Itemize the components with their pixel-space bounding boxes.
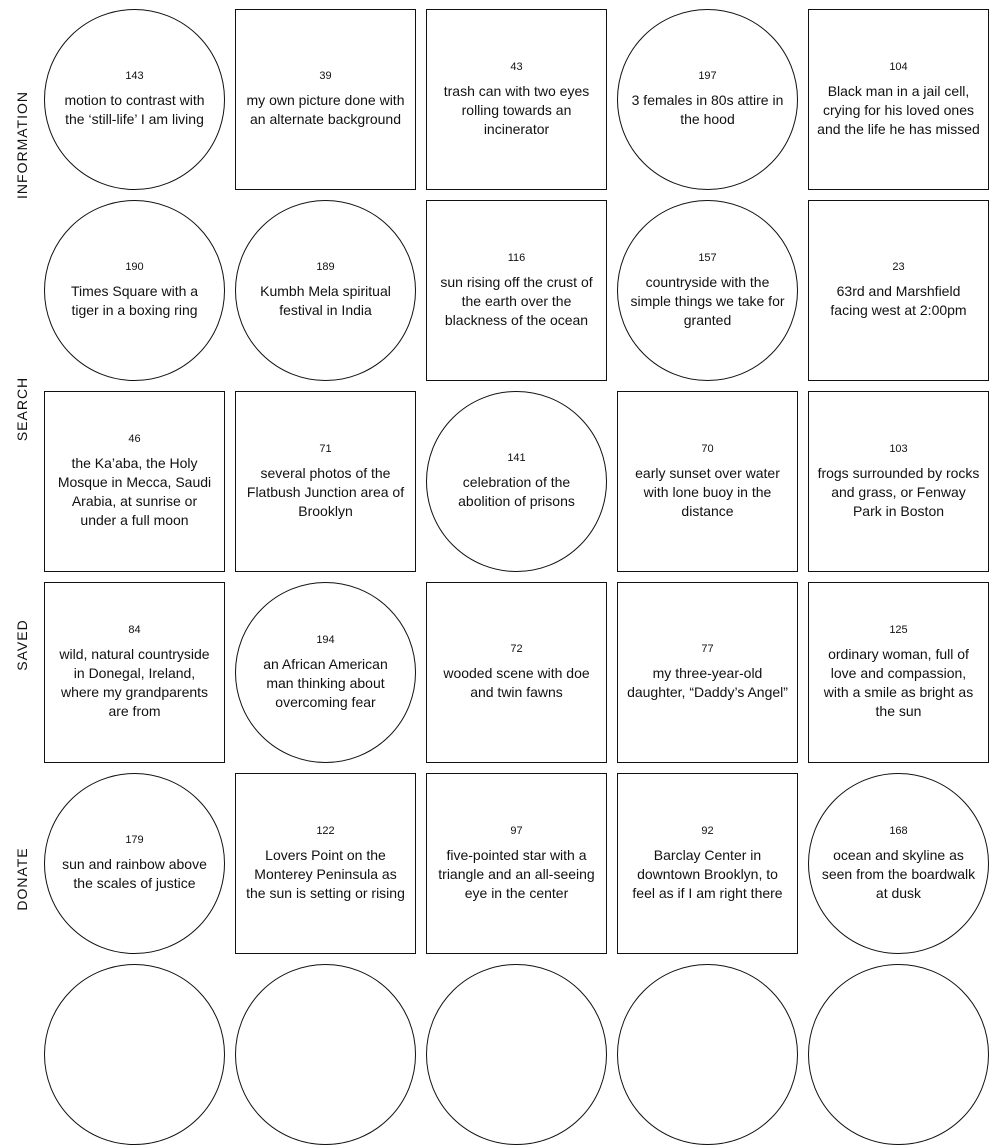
- request-tile[interactable]: [426, 582, 607, 763]
- tile-number: 97: [510, 824, 523, 837]
- tile-description: early sunset over water with lone buoy in the distance: [635, 464, 780, 519]
- tile-description: sun and rainbow above the scales of justice: [62, 856, 207, 891]
- tile-number: 143: [125, 70, 144, 82]
- request-tile[interactable]: [235, 964, 416, 1145]
- tile-number: 197: [698, 70, 717, 82]
- request-tile[interactable]: [44, 9, 225, 190]
- request-tile[interactable]: [426, 773, 607, 954]
- tile-description: 3 females in 80s attire in the hood: [631, 92, 784, 127]
- tile-number: 84: [128, 624, 141, 636]
- request-tile[interactable]: [235, 200, 416, 381]
- tile-description: five-pointed star with a triangle and an all-seeing eye in the center: [438, 846, 595, 901]
- tile-number: 39: [319, 70, 332, 82]
- tile-number: 116: [507, 251, 526, 264]
- tile-description: frogs surrounded by rocks and grass, or Fenway Park in Boston: [817, 464, 980, 519]
- request-tile[interactable]: [617, 391, 798, 572]
- tile-number: 71: [319, 442, 332, 455]
- tile-description: Lovers Point on the Monterey Peninsula as the sun is setting or rising: [246, 846, 405, 901]
- tile-description: the Ka’aba, the Holy Mosque in Mecca, Saudi Arabia, at sunrise or under a full moon: [57, 455, 212, 528]
- tile-number: 122: [316, 824, 335, 837]
- tile-description: trash can with two eyes rolling towards an incinerator: [443, 82, 590, 137]
- request-tile[interactable]: [426, 964, 607, 1145]
- tile-number: 92: [701, 824, 714, 837]
- request-tile[interactable]: [44, 773, 225, 954]
- tile-description: ordinary woman, full of love and compassion, with a smile as bright as the sun: [823, 646, 974, 719]
- request-tile[interactable]: [617, 582, 798, 763]
- tile-number: 157: [698, 251, 717, 264]
- request-tile[interactable]: [44, 582, 225, 763]
- tile-description: wooded scene with doe and twin fawns: [443, 665, 590, 700]
- tile-number: 43: [510, 60, 523, 73]
- nav-information[interactable]: INFORMATION: [14, 91, 30, 199]
- tile-number: 190: [125, 261, 144, 273]
- tile-number: 23: [892, 261, 905, 273]
- tile-number: 141: [507, 452, 526, 464]
- tile-number: 70: [701, 442, 714, 455]
- request-tile[interactable]: [235, 9, 416, 190]
- tile-description: Barclay Center in downtown Brooklyn, to feel as if I am right there: [632, 846, 783, 901]
- tile-number: 168: [889, 824, 908, 837]
- request-tile[interactable]: [808, 391, 989, 572]
- request-tile[interactable]: [426, 9, 607, 190]
- request-tile[interactable]: [426, 200, 607, 381]
- tile-description: Black man in a jail cell, crying for his loved ones and the life he has missed: [817, 82, 980, 137]
- request-tile[interactable]: [235, 582, 416, 763]
- request-tile[interactable]: [617, 200, 798, 381]
- request-tile[interactable]: [235, 391, 416, 572]
- tile-description: countryside with the simple things we take for granted: [630, 273, 785, 328]
- request-tile[interactable]: [44, 200, 225, 381]
- tile-description: celebration of the abolition of prisons: [458, 474, 575, 509]
- nav-saved[interactable]: SAVED: [14, 619, 30, 671]
- request-tile[interactable]: [808, 773, 989, 954]
- tile-number: 103: [889, 442, 908, 455]
- tile-description: sun rising off the crust of the earth over the blackness of the ocean: [440, 273, 593, 328]
- tile-number: 179: [125, 834, 144, 846]
- request-tile[interactable]: [617, 773, 798, 954]
- request-tile[interactable]: [808, 964, 989, 1145]
- tile-description: my own picture done with an alternate background: [246, 92, 405, 127]
- nav-search[interactable]: SEARCH: [14, 376, 30, 442]
- tile-description: several photos of the Flatbush Junction area of Brooklyn: [246, 464, 405, 519]
- nav-donate[interactable]: DONATE: [14, 847, 30, 911]
- tile-description: Kumbh Mela spiritual festival in India: [260, 283, 391, 318]
- tile-description: my three-year-old daughter, “Daddy’s Angel”: [627, 665, 788, 700]
- tile-number: 104: [889, 60, 908, 73]
- tile-description: an African American man thinking about overcoming fear: [263, 655, 388, 710]
- request-tile[interactable]: [617, 964, 798, 1145]
- tile-description: 63rd and Marshfield facing west at 2:00pm: [830, 283, 967, 318]
- tile-number: 189: [316, 261, 335, 273]
- side-navigation: [0, 0, 44, 1000]
- request-tile[interactable]: [808, 582, 989, 763]
- tile-number: 194: [316, 633, 335, 646]
- request-tile[interactable]: [44, 391, 225, 572]
- tile-number: 72: [510, 643, 523, 655]
- request-tile[interactable]: [235, 773, 416, 954]
- tile-number: 125: [889, 624, 908, 636]
- request-tile[interactable]: [808, 9, 989, 190]
- tile-description: motion to contrast with the ‘still-life’ I am living: [64, 92, 205, 127]
- tile-description: ocean and skyline as seen from the boardwalk at dusk: [821, 846, 976, 901]
- tile-number: 46: [128, 433, 141, 445]
- request-tile[interactable]: [426, 391, 607, 572]
- request-tile[interactable]: [44, 964, 225, 1145]
- tile-number: 77: [701, 643, 714, 655]
- request-tile[interactable]: [808, 200, 989, 381]
- tile-description: wild, natural countryside in Donegal, Ireland, where my grandparents are from: [59, 646, 210, 719]
- request-tile[interactable]: [617, 9, 798, 190]
- tile-description: Times Square with a tiger in a boxing ring: [70, 283, 199, 318]
